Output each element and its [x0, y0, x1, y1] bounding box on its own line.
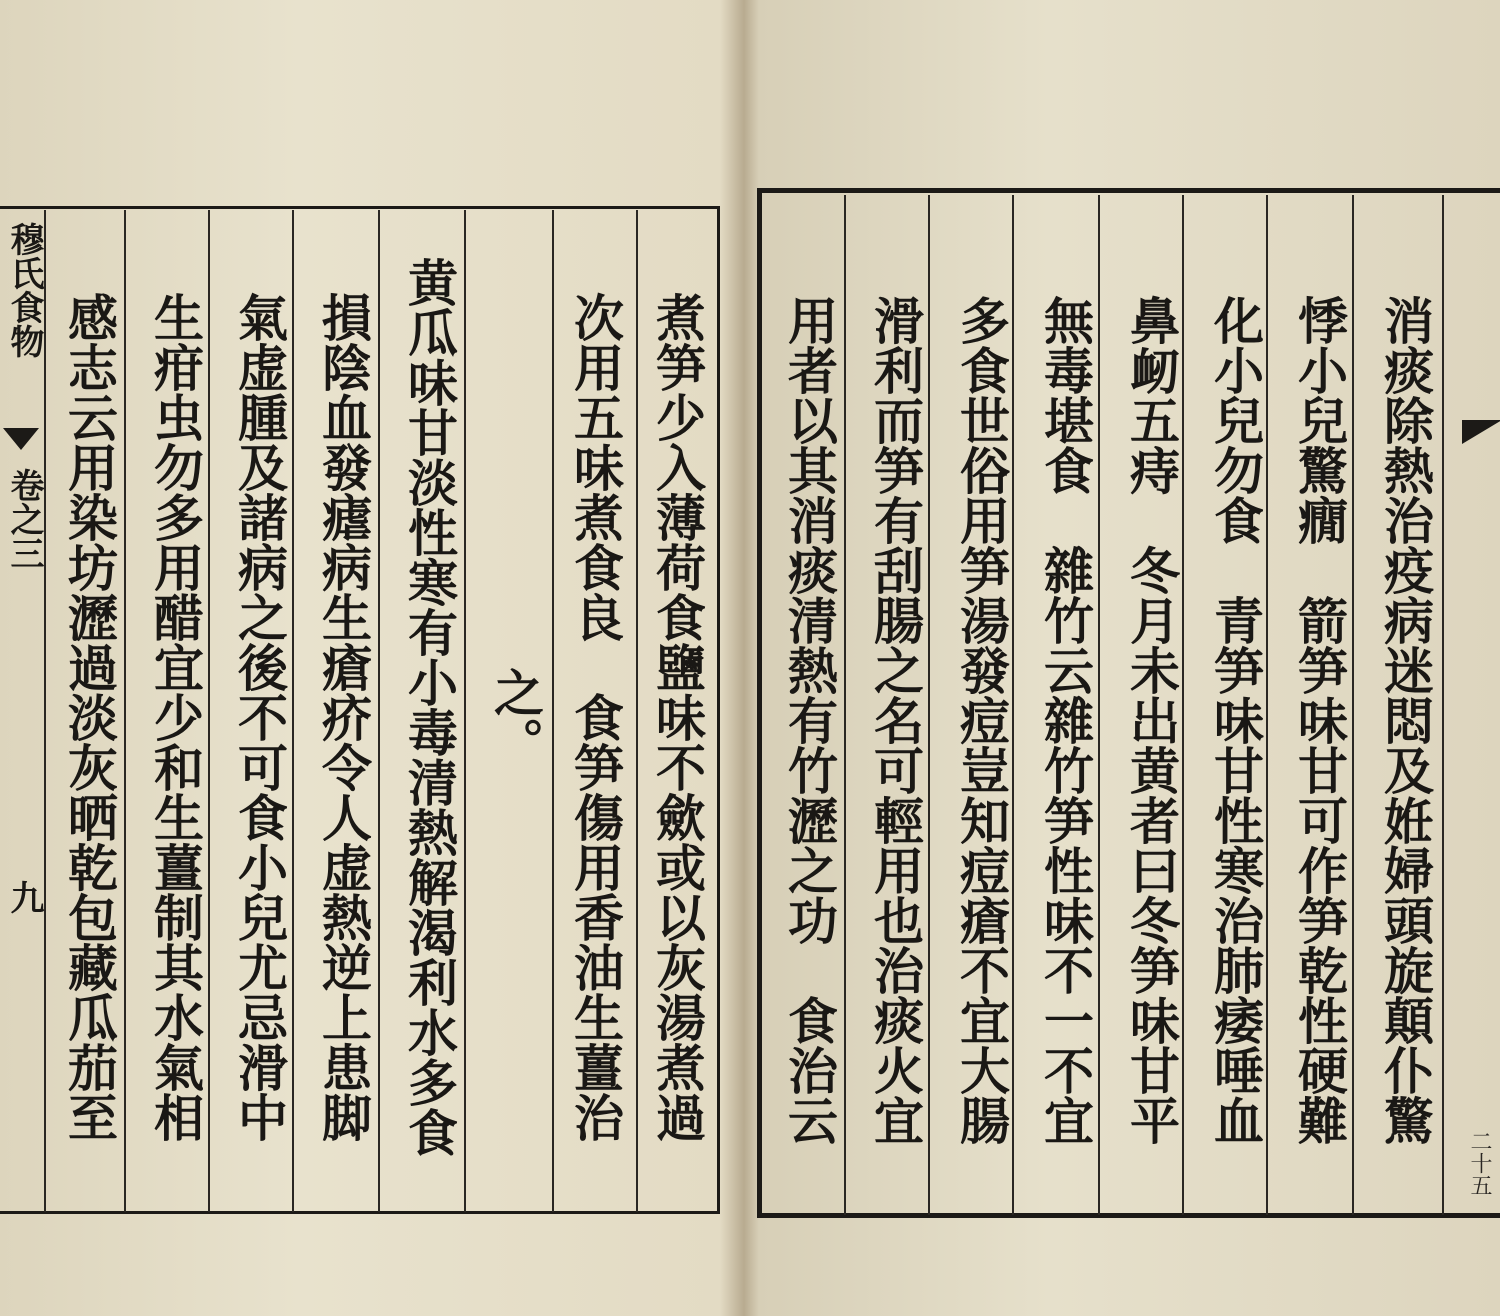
column-rule — [1352, 195, 1354, 1215]
text-column-6: 多食世俗用笋湯發痘豈知痘瘡不宜大腸 — [952, 294, 1011, 1145]
text-column-2: 悸小兒驚癇 箭笋味甘可作笋乾性硬難 — [1290, 294, 1349, 1145]
column-rule — [1266, 195, 1268, 1215]
text-column-4: 黄瓜味甘淡性寒有小毒清熱解渴利水多食 — [400, 257, 459, 1157]
margin-title: 穆氏食物 — [4, 222, 44, 358]
fish-tail-mark — [1462, 420, 1500, 444]
column-rule — [928, 195, 930, 1215]
column-rule — [552, 210, 554, 1212]
text-column-5: 無毒堪食 雜竹云雜竹笋性味不一不宜 — [1036, 294, 1095, 1145]
left-page — [0, 0, 740, 1316]
column-rule — [208, 210, 210, 1212]
folio-number: 二十五 — [1467, 1130, 1492, 1196]
column-rule — [292, 210, 294, 1212]
text-column-1: 消痰除熱治疫病迷悶及姙婦頭旋顛仆驚 — [1376, 294, 1435, 1145]
text-column-8: 感志云用染坊瀝過淡灰晒乾包藏瓜茄至 — [60, 292, 119, 1142]
text-column-7: 滑利而笋有刮腸之名可輕用也治痰火宜 — [866, 294, 925, 1145]
column-rule — [636, 210, 638, 1212]
right-page — [752, 0, 1500, 1316]
text-column-8: 用者以其消痰清熱有竹瀝之功 食治云 — [780, 294, 839, 1145]
folio-number: 九 — [4, 880, 44, 914]
volume-label: 卷之三 — [4, 468, 44, 570]
text-column-7: 生疳虫勿多用醋宜少和生薑制其水氣相 — [146, 292, 205, 1142]
column-rule — [124, 210, 126, 1212]
column-rule — [1182, 195, 1184, 1215]
text-column-5: 損陰血發瘧病生瘡疥令人虚熱逆上患脚 — [314, 292, 373, 1142]
text-column-2: 次用五味煮食良 食笋傷用香油生薑治 — [566, 292, 625, 1142]
text-column-1: 煮笋少入薄荷食鹽味不歛或以灰湯煮過 — [648, 292, 707, 1142]
column-rule — [44, 210, 46, 1212]
text-column-6: 氣虚腫及諸病之後不可食小兒尤忌滑中 — [230, 292, 289, 1142]
column-rule — [1012, 195, 1014, 1215]
fish-tail-mark — [3, 428, 39, 450]
column-rule — [844, 195, 846, 1215]
text-column-3: 之。 — [486, 667, 545, 767]
column-rule — [1442, 195, 1444, 1215]
column-rule — [464, 210, 466, 1212]
text-column-4: 鼻衂五痔 冬月未出黄者曰冬笋味甘平 — [1122, 294, 1181, 1145]
column-rule — [378, 210, 380, 1212]
text-column-3: 化小兒勿食 青笋味甘性寒治肺痿唾血 — [1206, 294, 1265, 1145]
column-rule — [1098, 195, 1100, 1215]
